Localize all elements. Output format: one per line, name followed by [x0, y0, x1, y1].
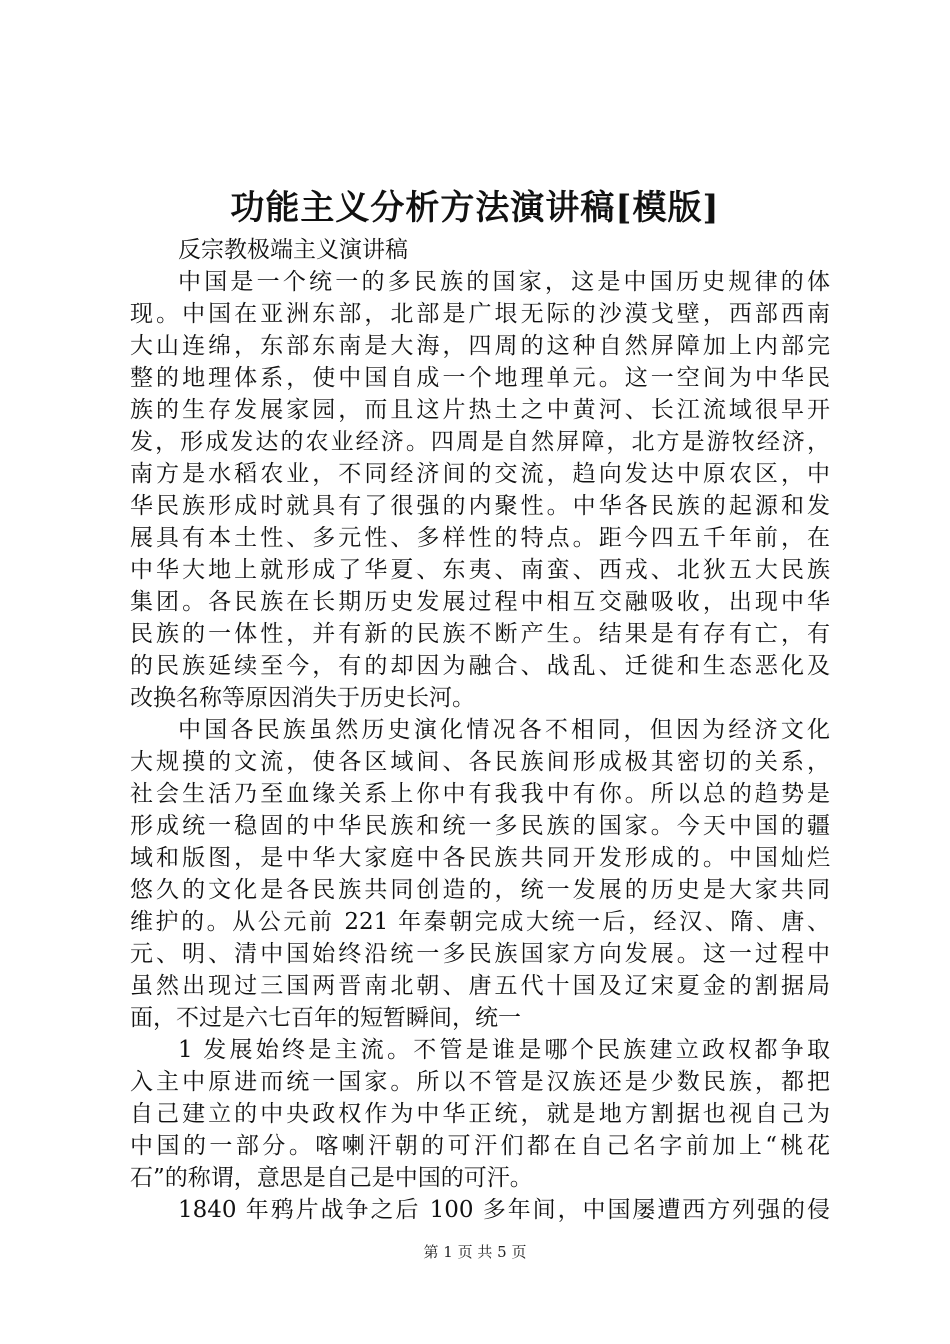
text-line: 悠久的文化是各民族共同创造的，统一发展的历史是大家共同 [130, 877, 830, 903]
text-line: 展具有本土性、多元性、多样性的特点。距今四五千年前，在 [130, 525, 830, 551]
text-line: 中华大地上就形成了华夏、东夷、南蛮、西戎、北狄五大民族 [130, 557, 830, 583]
text-line: 华民族形成时就具有了很强的内聚性。中华各民族的起源和发 [130, 493, 830, 519]
text-line: 入主中原进而统一国家。所以不管是汉族还是少数民族，都把 [130, 1069, 830, 1095]
text-line: 中国各民族虽然历史演化情况各不相同，但因为经济文化 [178, 717, 830, 743]
document-body [130, 234, 830, 1226]
document-title: 功能主义分析方法演讲稿[模版] [230, 188, 720, 228]
text-line: 面，不过是六七百年的短暂瞬间，统一 [130, 1005, 521, 1031]
text-line: 虽然出现过三国两晋南北朝、唐五代十国及辽宋夏金的割据局 [130, 973, 830, 999]
text-line: 民族的一体性，并有新的民族不断产生。结果是有存有亡，有 [130, 621, 830, 647]
page-footer: 第 1 页 共 5 页 [423, 1243, 527, 1261]
text-line: 发，形成发达的农业经济。四周是自然屏障，北方是游牧经济， [130, 429, 830, 455]
text-line: 形成统一稳固的中华民族和统一多民族的国家。今天中国的疆 [130, 813, 830, 839]
text-line: 大山连绵，东部东南是大海，四周的这种自然屏障加上内部完 [130, 333, 830, 359]
text-line: 社会生活乃至血缘关系上你中有我我中有你。所以总的趋势是 [130, 781, 830, 807]
text-line: 族的生存发展家园，而且这片热土之中黄河、长江流域很早开 [130, 397, 830, 423]
text-line: 南方是水稻农业，不同经济间的交流，趋向发达中原农区，中 [130, 461, 830, 487]
text-line: 集团。各民族在长期历史发展过程中相互交融吸收，出现中华 [130, 589, 830, 615]
text-line: 中国的一部分。喀喇汗朝的可汗们都在自己名字前加上“桃花 [130, 1133, 830, 1159]
text-line: 1840 年鸦片战争之后 100 多年间，中国屡遭西方列强的侵 [178, 1197, 830, 1223]
text-line: 元、明、清中国始终沿统一多民族国家方向发展。这一过程中 [130, 941, 830, 967]
text-line: 域和版图，是中华大家庭中各民族共同开发形成的。中国灿烂 [130, 845, 830, 871]
text-line: 石”的称谓，意思是自己是中国的可汗。 [130, 1165, 533, 1191]
text-line: 大规摸的文流，使各区域间、各民族间形成极其密切的关系， [130, 749, 830, 775]
text-line: 现。中国在亚洲东部，北部是广垠无际的沙漠戈壁，西部西南 [130, 301, 830, 327]
text-line: 的民族延续至今，有的却因为融合、战乱、迁徙和生态恶化及 [130, 653, 830, 679]
text-line: 整的地理体系，使中国自成一个地理单元。这一空间为中华民 [130, 365, 830, 391]
text-line: 自己建立的中央政权作为中华正统，就是地方割据也视自己为 [130, 1101, 830, 1127]
text-line: 中国是一个统一的多民族的国家，这是中国历史规律的体 [178, 269, 830, 295]
text-line: 改换名称等原因消失于历史长河。 [130, 685, 475, 711]
text-line: 1 发展始终是主流。不管是谁是哪个民族建立政权都争取 [178, 1037, 830, 1063]
text-line: 维护的。从公元前 221 年秦朝完成大统一后，经汉、隋、唐、 [130, 909, 830, 935]
text-line: 反宗教极端主义演讲稿 [178, 237, 408, 263]
